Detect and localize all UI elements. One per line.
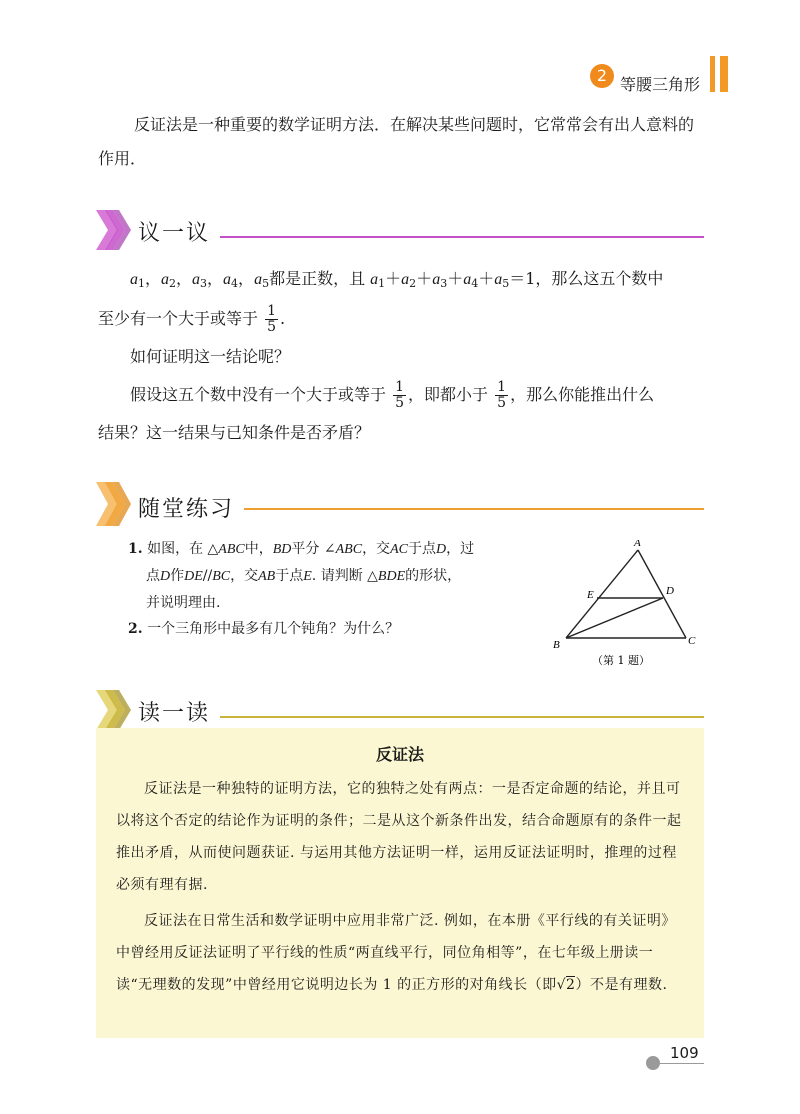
- t: AC: [390, 542, 408, 557]
- frac-num-3: 1: [497, 379, 507, 395]
- fraction-one-fifth-3: [495, 380, 508, 411]
- reading-box: [96, 728, 704, 1038]
- t: ，过: [446, 541, 475, 557]
- label-b: B: [553, 639, 560, 651]
- practice-heading: 随堂练习: [138, 497, 235, 522]
- var-a4: a: [223, 271, 232, 288]
- reading-section-header: [96, 690, 706, 730]
- sqrt-symbol: √: [556, 977, 567, 993]
- frac-den-3: 5: [497, 395, 507, 411]
- sqrt-value: 2: [566, 977, 576, 993]
- t: 点: [146, 568, 160, 584]
- fraction-one-fifth-2: [393, 380, 406, 411]
- q2-part-b: ，即都小于: [408, 385, 489, 404]
- fraction-one-fifth: [265, 304, 278, 335]
- discuss-line1-eq: ＝1，那么这五个数中: [509, 269, 664, 288]
- frac-den-2: 5: [395, 395, 405, 411]
- t: ABC: [335, 542, 363, 557]
- header-bar-thick: [720, 56, 728, 92]
- reading-paragraph-1: 反证法是一种独特的证明方法，它的独特之处有两点：一是否定命题的结论，并且可以将这个否定的结论作为证明的条件；二是从这个新条件出发，结合命题原有的条件一起推出矛盾，从而使问题获证. 与运用其他方法证明一样，运用反证法证明时，推理的过程必须有理有据.: [116, 781, 682, 893]
- label-e: E: [587, 589, 594, 601]
- discuss-heading: 议一议: [138, 221, 211, 246]
- segment-bd: [566, 598, 663, 638]
- practice-rule: [244, 508, 704, 510]
- t: 如图，在 △: [147, 541, 219, 557]
- t: ，交: [362, 541, 391, 557]
- t: BD: [272, 542, 292, 557]
- t: BC: [212, 569, 231, 584]
- intro-text: 反证法是一种重要的数学证明方法．在解决某些问题时，它常常会有出人意料的作用．: [98, 115, 695, 168]
- discuss-section-header: [96, 210, 706, 250]
- discuss-rule: [220, 236, 704, 238]
- exercise-2-number: 2.: [128, 621, 143, 637]
- discuss-question2-line2: 结果？这一结果与已知条件是否矛盾？: [98, 423, 371, 442]
- chapter-title: 等腰三角形: [620, 75, 701, 94]
- reading-p2-b: ）不是有理数.: [575, 977, 668, 993]
- exercise-1: [128, 536, 548, 616]
- header-bar-thin: [710, 56, 715, 92]
- t: . 请判断 △: [311, 568, 378, 584]
- exercise-1-line2: [128, 563, 548, 590]
- t: 中，: [244, 541, 273, 557]
- t: DE: [184, 569, 203, 584]
- discuss-line1: $a_1$，$a_2$，$a_3$，$a_4$，$a_5$都是正数，且 $a_1+a_2+a_3+a_4+a_5=1$，那么这五个数中: [130, 269, 664, 290]
- t: ，交: [230, 568, 259, 584]
- chapter-header: [590, 62, 730, 102]
- page-footer: [646, 1044, 706, 1072]
- exercise-1-line3: 并说明理由.: [146, 595, 221, 611]
- sub-2: 2: [169, 277, 177, 290]
- sub-5: 5: [262, 277, 270, 290]
- figure-caption: （第 1 题）: [592, 654, 650, 667]
- discuss-line1-mid: 都是正数，且: [269, 269, 371, 288]
- discuss-line2-prefix: 至少有一个大于或等于: [98, 309, 259, 328]
- var-a1: a: [130, 271, 138, 288]
- t: //: [202, 568, 213, 584]
- t: AB: [258, 569, 276, 584]
- practice-section-header: [96, 482, 706, 526]
- side-ac: [638, 550, 686, 638]
- t: 的形状，: [405, 568, 462, 584]
- intro-paragraph: [98, 108, 698, 176]
- t: 作: [170, 568, 185, 584]
- exercise-2: [128, 616, 548, 642]
- reading-heading: 读一读: [138, 701, 211, 726]
- discuss-line2-suffix: .: [280, 309, 286, 328]
- label-c: C: [688, 635, 696, 647]
- discuss-question1: 如何证明这一结论呢？: [130, 347, 291, 366]
- page-number: 109: [670, 1044, 699, 1062]
- var-a2: a: [161, 271, 170, 288]
- reading-title: 反证法: [375, 745, 424, 764]
- t: D: [435, 542, 447, 557]
- chevron-arrows-icon: [96, 210, 132, 250]
- t: 平分 ∠: [291, 541, 336, 557]
- q2-part-a: 假设这五个数中没有一个大于或等于: [130, 385, 387, 404]
- t: E: [303, 569, 312, 584]
- t: BDE: [377, 569, 406, 584]
- var-a3: a: [192, 271, 201, 288]
- chapter-number-badge: 2: [590, 64, 614, 88]
- chevron-arrows-icon: [96, 482, 132, 526]
- sub-1: 1: [138, 277, 145, 290]
- discuss-line2: [98, 302, 698, 336]
- frac-den: 5: [267, 319, 277, 335]
- sub-4: 4: [231, 277, 239, 290]
- label-d: D: [666, 585, 674, 597]
- reading-p2-a: 反证法在日常生活和数学证明中应用非常广泛. 例如，在本册《平行线的有关证明》中曾经用反证法证明了平行线的性质“两直线平行，同位角相等”，在七年级上册读一读“无理数的发现”中曾经用它说明边长为 1 的正方形的对角线长（即: [116, 913, 676, 993]
- q2-part-c: ，那么你能推出什么: [510, 385, 655, 404]
- exercise-2-text: 一个三角形中最多有几个钝角？为什么？: [147, 621, 400, 637]
- t: ABC: [218, 542, 245, 557]
- label-a: A: [634, 540, 641, 549]
- frac-num: 1: [267, 303, 277, 319]
- t: 于点: [275, 568, 304, 584]
- page-dot-icon: [646, 1056, 660, 1070]
- frac-num-2: 1: [395, 379, 405, 395]
- exercise-1-number: 1.: [128, 541, 143, 557]
- chevron-arrows-icon: [96, 690, 132, 730]
- footer-rule: [660, 1063, 704, 1064]
- discuss-question2: [130, 378, 710, 412]
- side-ab: [566, 550, 638, 638]
- exercise-1-line1: [128, 536, 548, 563]
- t: D: [160, 569, 171, 584]
- t: 于点: [407, 541, 436, 557]
- sub-3: 3: [200, 277, 208, 290]
- var-a5: a: [254, 271, 263, 288]
- reading-rule: [220, 716, 704, 718]
- reading-paragraph-2: [116, 905, 684, 1001]
- triangle-figure: [548, 540, 708, 670]
